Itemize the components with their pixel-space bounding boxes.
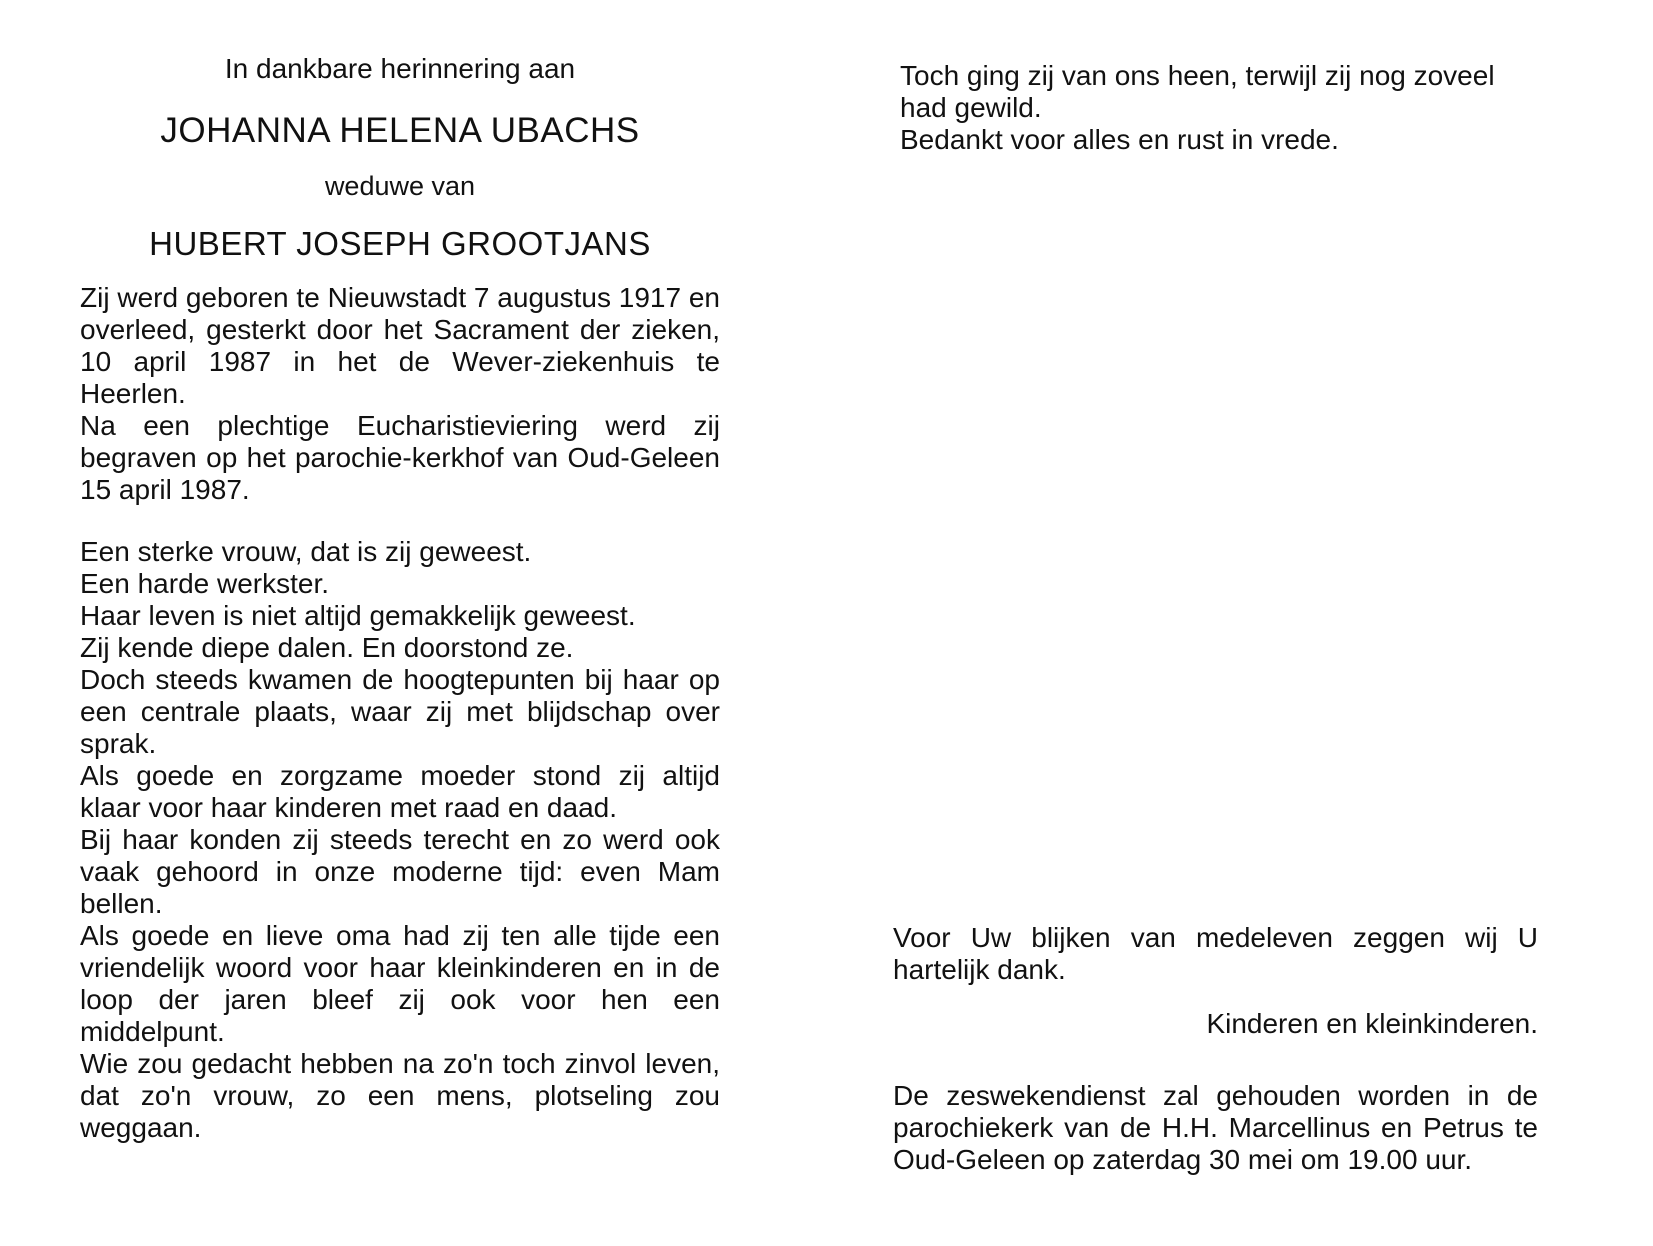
funeral-paragraph: Na een plechtige Eucharistieviering werd zij begraven op het parochie-kerkhof van Oud-Geleen 15 april 1987. xyxy=(80,409,720,505)
thanks-text: Voor Uw blijken van medeleven zeggen wij U hartelijk dank. xyxy=(893,922,1538,985)
right-panel-bottom xyxy=(893,922,1538,1176)
biography-paragraph: Zij werd geboren te Nieuwstadt 7 augustus 1917 en overleed, gesterkt door het Sacrament der zieken, 10 april 1987 in het de Wever-ziekenhuis te Heerlen. xyxy=(80,281,720,409)
poem-line: Een harde werkster. xyxy=(80,567,330,599)
intro-text: In dankbare herinnering aan xyxy=(224,53,576,84)
poem-paragraph: Bij haar konden zij steeds terecht en zo werd ook vaak gehoord in onze moderne tijd: even Mam bellen. xyxy=(80,823,720,919)
spouse-name: HUBERT JOSEPH GROOTJANS xyxy=(149,224,651,262)
service-announcement: De zeswekendienst zal gehouden worden in de parochiekerk van de H.H. Marcellinus en Petrus te Oud-Geleen op zaterdag 30 mei om 19.00 uur. xyxy=(893,1080,1538,1175)
poem-line: Haar leven is niet altijd gemakkelijk geweest. xyxy=(80,599,636,631)
poem-paragraph: Als goede en lieve oma had zij ten alle tijde een vriendelijk woord voor haar kleinkinderen en in de loop der jaren bleef zij ook voor hen een middelpunt. xyxy=(80,919,720,1047)
poem-paragraph: Als goede en zorgzame moeder stond zij altijd klaar voor haar kinderen met raad en daad. xyxy=(80,759,720,823)
poem-line: Zij kende diepe dalen. En doorstond ze. xyxy=(80,631,574,663)
poem-paragraph: Wie zou gedacht hebben na zo'n toch zinvol leven, dat zo'n vrouw, zo een mens, plotseling zou weggaan. xyxy=(80,1047,720,1143)
spacer xyxy=(80,506,720,536)
family-signature: Kinderen en kleinkinderen. xyxy=(1206,1008,1538,1039)
left-panel xyxy=(80,52,720,1144)
widow-of-text: weduwe van xyxy=(324,170,476,201)
poem-line: Een sterke vrouw, dat is zij geweest. xyxy=(80,535,532,567)
right-panel-top xyxy=(900,60,1540,156)
rest-in-peace-text: Bedankt voor alles en rust in vrede. xyxy=(900,124,1339,155)
deceased-name: JOHANNA HELENA UBACHS xyxy=(160,110,640,150)
poem-paragraph: Doch steeds kwamen de hoogtepunten bij haar op een centrale plaats, waar zij met blijdschap over sprak. xyxy=(80,663,720,759)
farewell-text: Toch ging zij van ons heen, terwijl zij nog zoveel had gewild. xyxy=(900,60,1495,123)
